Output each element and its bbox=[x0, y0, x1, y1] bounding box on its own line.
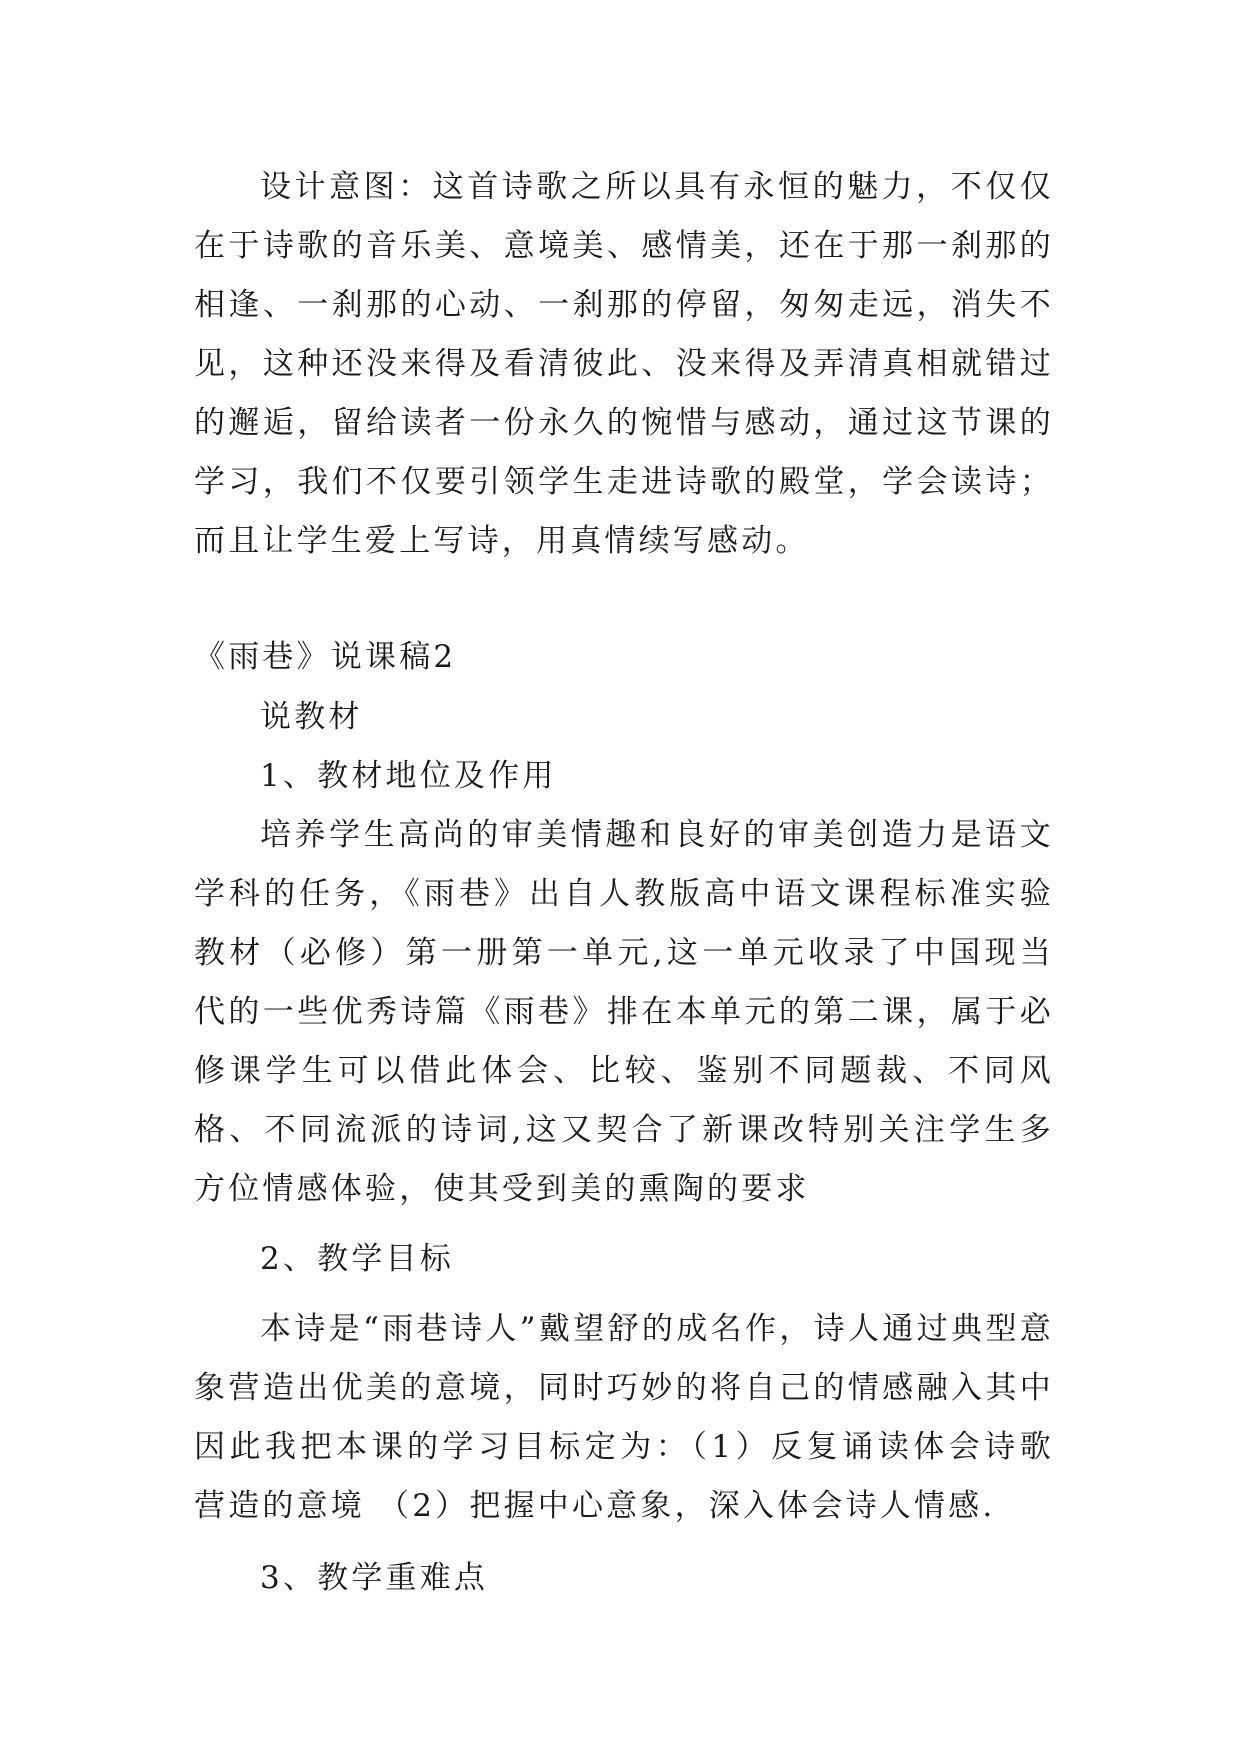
item2-heading: 2、教学目标 bbox=[260, 1241, 454, 1277]
design-intent-text: 设计意图：这首诗歌之所以具有永恒的魅力，不仅仅在于诗歌的音乐美、意境美、感情美，还在于那一刹那的相逢、一刹那的心动、一刹那的停留，匆匆走远，消失不见，这种还没来得及看清彼此、没来得及弄清真相就错过的邂逅，留给读者一份永久的惋惜与感动，通过这节课的学习，我们不仅要引领学生走进诗歌的殿堂，学会读诗；而且让学生爱上写诗，用真情续写感动。 bbox=[194, 169, 1054, 559]
document-title: 《雨巷》说课稿2 bbox=[194, 639, 457, 675]
design-intent-paragraph bbox=[194, 158, 1054, 571]
item1-heading: 1、教材地位及作用 bbox=[260, 758, 557, 794]
spacer bbox=[194, 1536, 1054, 1549]
section-body bbox=[194, 688, 1054, 1608]
spacer bbox=[194, 1289, 1054, 1300]
item2-body: 本诗是“雨巷诗人”戴望舒的成名作，诗人通过典型意象营造出优美的意境，同时巧妙的将自己的情感融入其中因此我把本课的学习目标定为：（1）反复诵读体会诗歌营造的意境 （2）把握中心意象，深入体会诗人情感. bbox=[194, 1311, 1054, 1524]
item1-body: 培养学生高尚的审美情趣和良好的审美创造力是语文学科的任务，《雨巷》出自人教版高中语文课程标准实验教材（必修）第一册第一单元,这一单元收录了中国现当代的一些优秀诗篇《雨巷》排在本单元的第二课，属于必修课学生可以借此体会、比较、鉴别不同题裁、不同风格、不同流派的诗词,这又契合了新课改特别关注学生多方位情感体验，使其受到美的熏陶的要求 bbox=[194, 817, 1054, 1207]
spacer bbox=[194, 1219, 1054, 1230]
section-heading: 说教材 bbox=[260, 699, 363, 735]
item3-heading: 3、教学重难点 bbox=[260, 1560, 489, 1596]
